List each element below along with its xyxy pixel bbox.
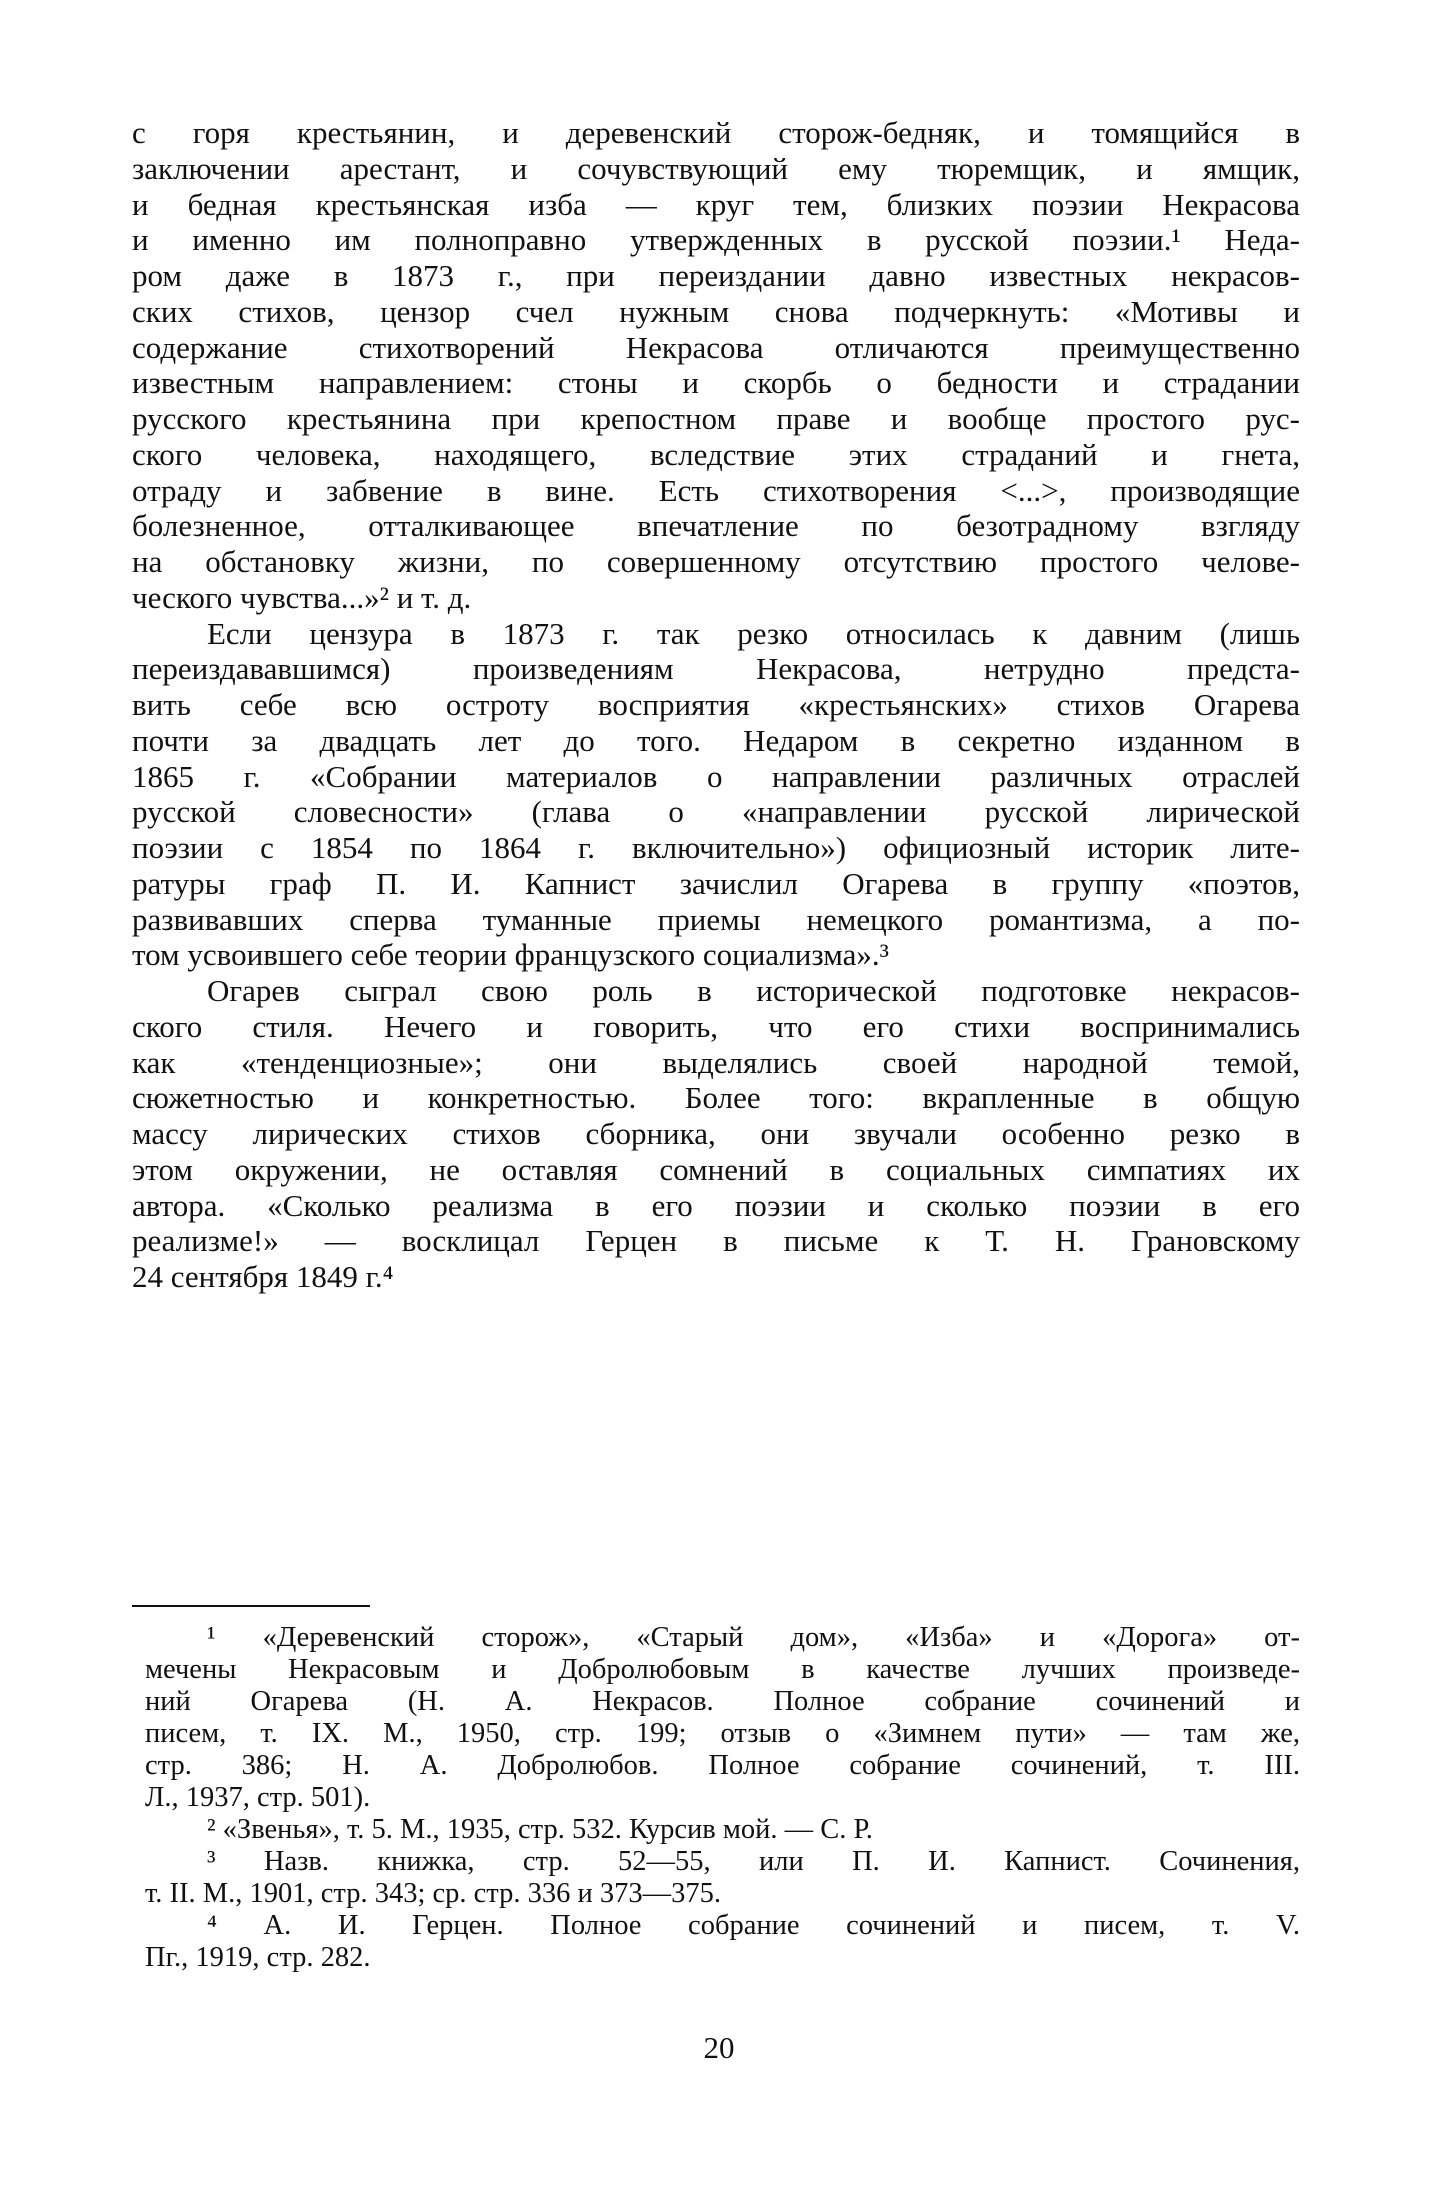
body-line: с горя крестьянин, и деревенский сторож-бедняк, и томящийся в bbox=[132, 115, 1300, 150]
body-line: русского крестьянина при крепостном праве и вообще простого рус- bbox=[132, 401, 1300, 436]
footnote-divider bbox=[132, 1605, 370, 1607]
body-line: развивавших сперва туманные приемы немецкого романтизма, а по- bbox=[132, 902, 1300, 937]
footnote-line: писем, т. IX. М., 1950, стр. 199; отзыв о «Зимнем пути» — там же, bbox=[145, 1718, 1300, 1749]
footnote-line: стр. 386; Н. А. Добролюбов. Полное собрание сочинений, т. III. bbox=[145, 1750, 1300, 1781]
body-line: содержание стихотворений Некрасова отличаются преимущественно bbox=[132, 330, 1300, 365]
body-line: на обстановку жизни, по совершенному отсутствию простого челове- bbox=[132, 544, 1300, 579]
body-line: известным направлением: стоны и скорбь о бедности и страдании bbox=[132, 365, 1300, 400]
footnote-line: ний Огарева (Н. А. Некрасов. Полное собрание сочинений и bbox=[145, 1686, 1300, 1717]
body-line: поэзии с 1854 по 1864 г. включительно») официозный историк лите- bbox=[132, 830, 1300, 865]
body-line: Огарев сыграл свою роль в исторической подготовке некрасов- bbox=[207, 973, 1300, 1008]
body-line: ского человека, находящего, вследствие этих страданий и гнета, bbox=[132, 437, 1300, 472]
body-line: реализме!» — восклицал Герцен в письме к Т. Н. Грановскому bbox=[132, 1223, 1300, 1258]
footnote-line: ² «Звенья», т. 5. М., 1935, стр. 532. Курсив мой. — С. Р. bbox=[207, 1814, 873, 1845]
footnote-line: Пг., 1919, стр. 282. bbox=[145, 1942, 371, 1973]
body-line: ского стиля. Нечего и говорить, что его стихи воспринимались bbox=[132, 1009, 1300, 1044]
body-line: ческого чувства...»² и т. д. bbox=[132, 580, 472, 615]
body-line: 24 сентября 1849 г.⁴ bbox=[132, 1259, 394, 1294]
body-line: ром даже в 1873 г., при переиздании давно известных некрасов- bbox=[132, 258, 1300, 293]
body-line: и именно им полноправно утвержденных в русской поэзии.¹ Неда- bbox=[132, 222, 1300, 257]
body-line: ских стихов, цензор счел нужным снова подчеркнуть: «Мотивы и bbox=[132, 294, 1300, 329]
footnote-line: ⁴ А. И. Герцен. Полное собрание сочинений и писем, т. V. bbox=[207, 1910, 1300, 1941]
footnote-line: ¹ «Деревенский сторож», «Старый дом», «Изба» и «Дорога» от- bbox=[207, 1622, 1300, 1653]
body-line: русской словесности» (глава о «направлении русской лирической bbox=[132, 794, 1300, 829]
body-line: отраду и забвение в вине. Есть стихотворения <...>, производящие bbox=[132, 473, 1300, 508]
footnote-line: мечены Некрасовым и Добролюбовым в качестве лучших произведе- bbox=[145, 1654, 1300, 1685]
body-line: заключении арестант, и сочувствующий ему тюремщик, и ямщик, bbox=[132, 151, 1300, 186]
body-line: массу лирических стихов сборника, они звучали особенно резко в bbox=[132, 1116, 1300, 1151]
body-line: как «тенденциозные»; они выделялись своей народной темой, bbox=[132, 1045, 1300, 1080]
footnote-line: ³ Назв. книжка, стр. 52—55, или П. И. Капнист. Сочинения, bbox=[207, 1846, 1300, 1877]
page-number: 20 bbox=[703, 2030, 735, 2065]
footnote-line: т. II. М., 1901, стр. 343; ср. стр. 336 и 373—375. bbox=[145, 1878, 721, 1909]
body-line: болезненное, отталкивающее впечатление по безотрадному взгляду bbox=[132, 508, 1300, 543]
body-line: том усвоившего себе теории французского социализма».³ bbox=[132, 937, 889, 972]
body-line: вить себе всю остроту восприятия «крестьянских» стихов Огарева bbox=[132, 687, 1300, 722]
body-line: почти за двадцать лет до того. Недаром в секретно изданном в bbox=[132, 723, 1300, 758]
body-line: этом окружении, не оставляя сомнений в социальных симпатиях их bbox=[132, 1152, 1300, 1187]
body-line: сюжетностью и конкретностью. Более того: вкрапленные в общую bbox=[132, 1080, 1300, 1115]
body-line: 1865 г. «Собрании материалов о направлении различных отраслей bbox=[132, 759, 1300, 794]
body-line: и бедная крестьянская изба — круг тем, близких поэзии Некрасова bbox=[132, 187, 1300, 222]
body-line: автора. «Сколько реализма в его поэзии и сколько поэзии в его bbox=[132, 1188, 1300, 1223]
body-line: Если цензура в 1873 г. так резко относилась к давним (лишь bbox=[207, 616, 1300, 651]
body-line: ратуры граф П. И. Капнист зачислил Огарева в группу «поэтов, bbox=[132, 866, 1300, 901]
footnote-line: Л., 1937, стр. 501). bbox=[145, 1782, 371, 1813]
body-line: переиздававшимся) произведениям Некрасова, нетрудно предста- bbox=[132, 651, 1300, 686]
